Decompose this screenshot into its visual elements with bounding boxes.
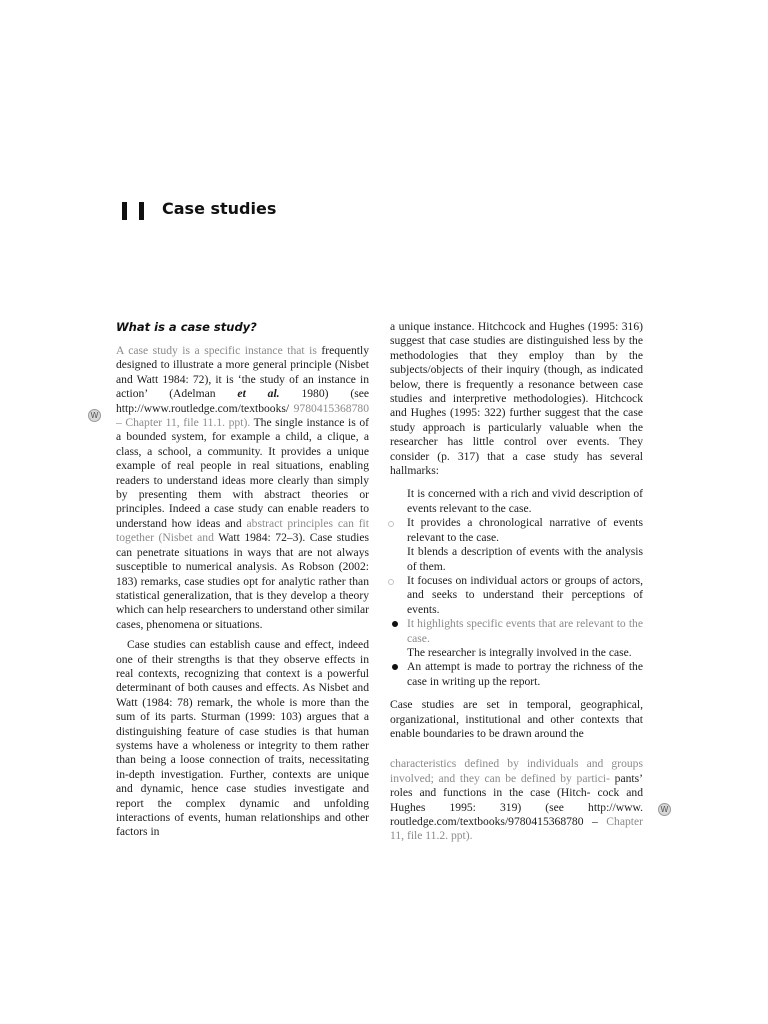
bullet-icon (392, 664, 398, 670)
paragraph-text: The single instance is of a bounded system, for example a child, a clique, a class, a school, a community. It provides a unique example of real people in real situations, enabling readers to understand ideas more clearly than simply by presenting them with abstract theories or principles. Indeed a case study can enable readers to understand how ideas and (116, 416, 369, 530)
hallmark-item (390, 545, 643, 574)
paragraph: Case studies are set in temporal, geographical, organizational, institutional and other contexts that enable boundaries to be drawn around the (390, 698, 643, 740)
hallmark-text: It is concerned with a rich and vivid description of events relevant to the case. (407, 487, 643, 515)
hallmark-text: It highlights specific events that are relevant to the case. (407, 617, 643, 645)
hallmark-item (390, 516, 643, 545)
paragraph (390, 757, 643, 843)
hallmark-item (390, 617, 643, 646)
hallmark-item (390, 660, 643, 689)
paragraph-text: pants’ roles and functions in the case (Hitch- cock and Hughes 1995: 319) (see http://www. routledge.com/textbooks/9780415368780 – (390, 771, 643, 828)
web-resource-icon[interactable]: W (88, 409, 101, 422)
chapter-number-bar (122, 202, 127, 220)
bullet-icon (388, 579, 394, 585)
paragraph: a unique instance. Hitchcock and Hughes (1995: 316) suggest that case studies are distinguished less by the methodologies that they employ than by the subjects/objects of their inquiry (though, as indicated below, there is frequently a resonance between case studies and interpretive methodologies). Hitchcock and Hughes (1995: 322) further suggest that the case study approach is particularly valuable when the researcher has little control over events. They consider (p. 317) that a case study has several hallmarks: (390, 320, 643, 478)
chapter-number-bar (139, 202, 144, 220)
paragraph (116, 344, 369, 632)
hallmark-item (390, 574, 643, 617)
paragraph-text: Watt 1984: 72–3). Case studies can penetrate situations in ways that are not always susceptible to numerical analysis. As Robson (2002: 183) remarks, case studies opt for analytic rather than statistical generalization, that is they develop a theory which can help researchers to understand other similar cases, phenomena or situations. (116, 531, 370, 631)
chapter-title: Case studies (162, 199, 277, 218)
faded-text: A case study is a specific instance that is (116, 344, 317, 357)
faded-text: characteristics defined by individuals and groups involved; and they can be defined by partici- (390, 757, 643, 785)
hallmark-item (390, 487, 643, 516)
right-text-column (390, 320, 643, 844)
left-text-column (116, 320, 369, 840)
hallmark-text: It blends a description of events with the analysis of them. (407, 545, 643, 573)
hallmark-text: It provides a chronological narrative of events relevant to the case. (407, 516, 643, 544)
bullet-icon (392, 621, 398, 627)
faded-reference: 9780415368780 – Chapter 11, file 11.1. ppt). (116, 401, 369, 430)
hallmark-text: An attempt is made to portray the richness of the case in writing up the report. (407, 660, 643, 688)
hallmark-text: It focuses on individual actors or groups of actors, and seeks to understand their perceptions of events. (407, 573, 643, 616)
faded-text: abstract principles can fit together (Nisbet and (116, 516, 369, 545)
web-resource-icon[interactable]: W (658, 803, 671, 816)
hallmark-item (390, 646, 643, 660)
paragraph: Case studies can establish cause and effect, indeed one of their strengths is that they observe effects in real contexts, recognizing that context is a powerful determinant of both causes and effects. As Nisbet and Watt (1984: 78) remark, the whole is more than the sum of its parts. Sturman (1999: 103) argues that a distinguishing feature of case studies is that human systems have a wholeness or integrity to them rather than being a loose connection of traits, necessitating in-depth investigation. Further, contexts are unique and dynamic, hence case studies investigate and report the complex dynamic and unfolding interactions of events, human relationships and other factors in (116, 638, 369, 839)
hallmarks-list (390, 487, 643, 689)
paragraph-text: 1980) (see http://www.routledge.com/textbooks/ (116, 387, 370, 415)
bullet-icon (388, 521, 394, 527)
faded-reference: Chapter 11, file 11.2. ppt). (390, 815, 643, 843)
paragraph-text: frequently designed to illustrate a more general principle (Nisbet and Watt 1984: 72), it is ‘the study of an instance in action’ (Adelman (116, 344, 370, 401)
hallmark-text: The researcher is integrally involved in the case. (407, 645, 632, 659)
et-al-text: et al. (237, 387, 280, 401)
section-heading: What is a case study? (116, 320, 257, 334)
